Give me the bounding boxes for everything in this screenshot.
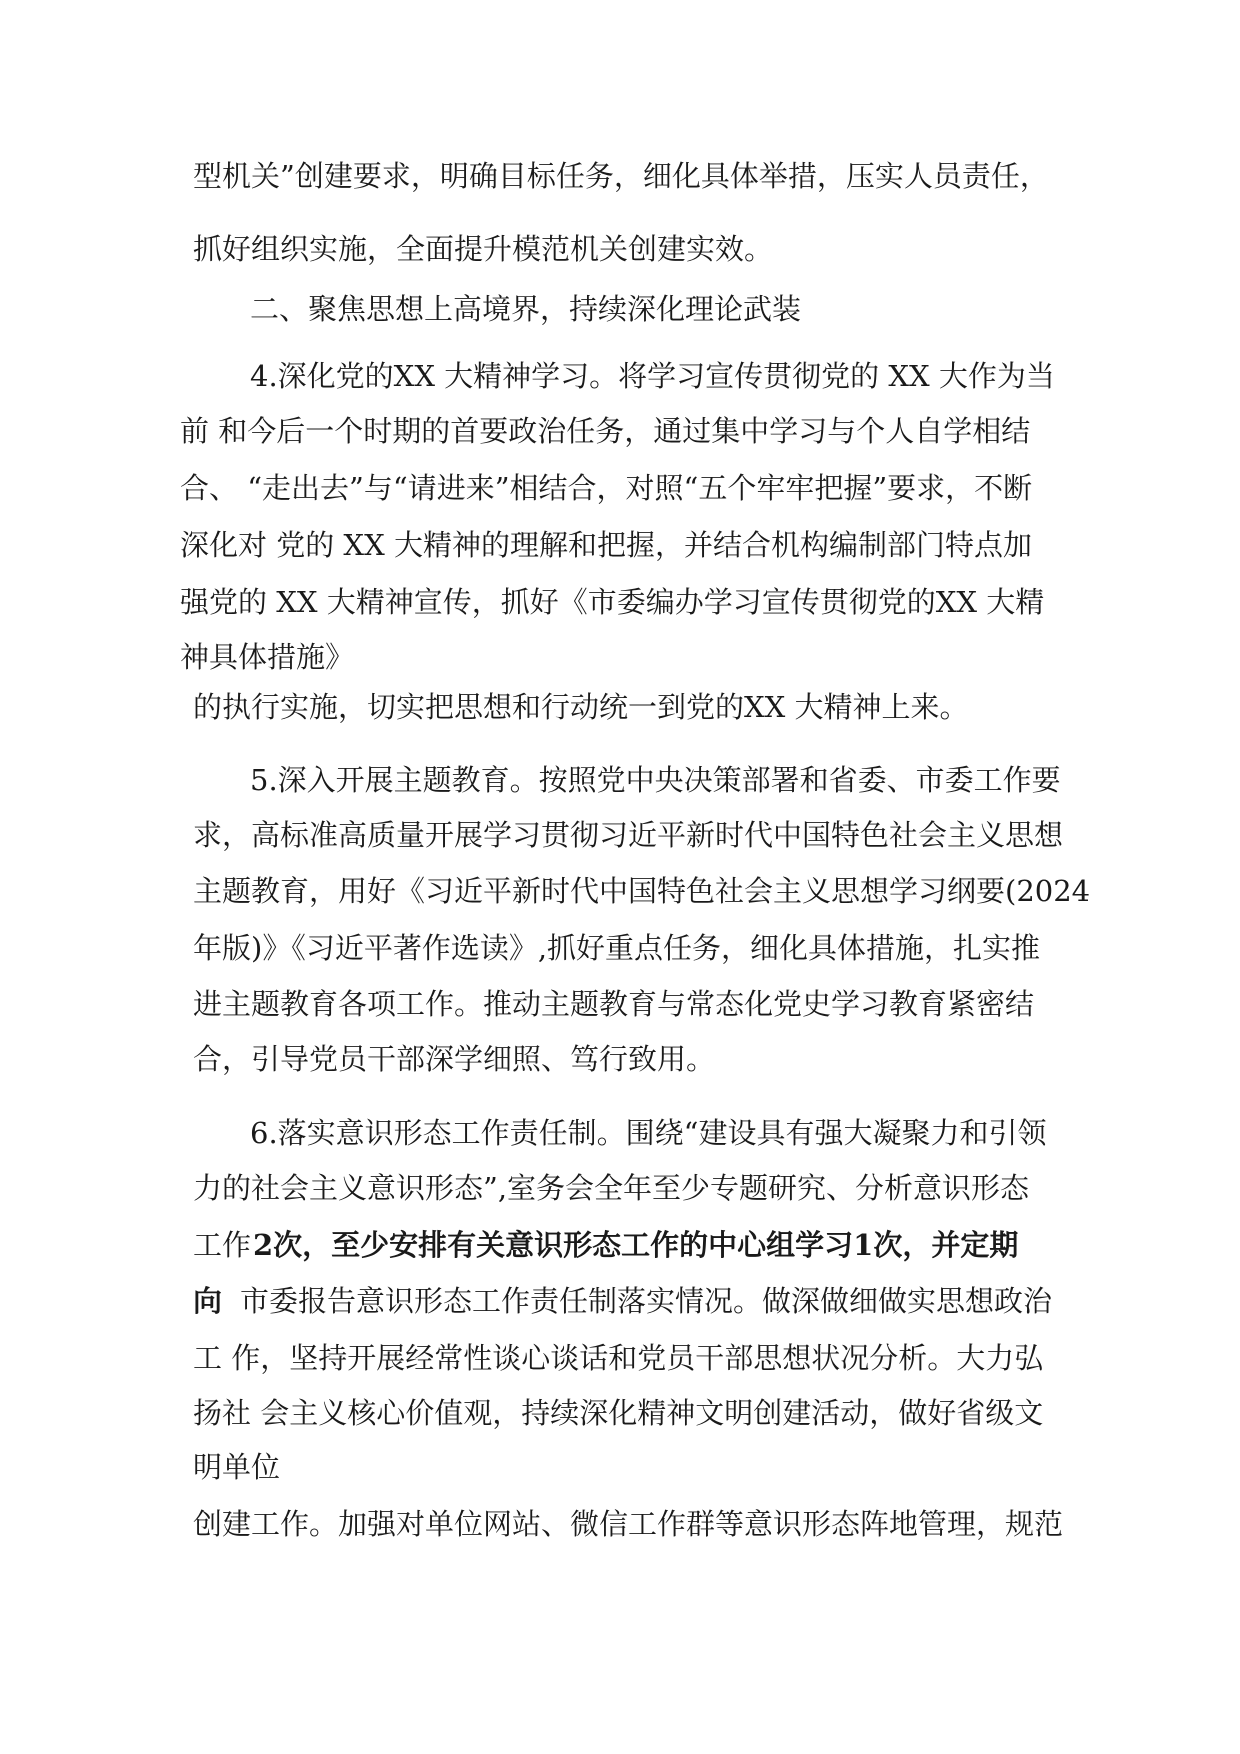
paragraph-line: 4.深化党的XX 大精神学习。将学习宣传贯彻党的 XX 大作为当	[250, 359, 1055, 393]
paragraph-line: 合、 “走出去”与“请进来”相结合，对照“五个牢牢把握”要求，不断	[180, 471, 1033, 505]
paragraph-line: 5.深入开展主题教育。按照党中央决策部署和省委、市委工作要	[250, 763, 1061, 797]
paragraph-line: 扬社 会主义核心价值观，持续深化精神文明创建活动，做好省级文	[193, 1396, 1044, 1430]
section-heading: 二、聚焦思想上高境界，持续深化理论武装	[250, 292, 802, 326]
paragraph-line: 明单位	[193, 1450, 281, 1484]
paragraph-line: 抓好组织实施，全面提升模范机关创建实效。	[193, 232, 774, 266]
paragraph-line: 创建工作。加强对单位网站、微信工作群等意识形态阵地管理，规范	[193, 1507, 1064, 1541]
paragraph-line: 工 作，坚持开展经常性谈心谈话和党员干部思想状况分析。大力弘	[193, 1341, 1044, 1375]
paragraph-line: 进主题教育各项工作。推动主题教育与常态化党史学习教育紧密结	[193, 987, 1035, 1021]
paragraph-line: 强党的 XX 大精神宣传，抓好《市委编办学习宣传贯彻党的XX 大精	[180, 585, 1045, 619]
paragraph-line: 主题教育，用好《习近平新时代中国特色社会主义思想学习纲要(2024	[193, 874, 1091, 908]
paragraph-line: 求，高标准高质量开展学习贯彻习近平新时代中国特色社会主义思想	[193, 818, 1064, 852]
paragraph-line: 合，引导党员干部深学细照、笃行致用。	[193, 1042, 716, 1076]
paragraph-line: 神具体措施》	[180, 640, 355, 674]
paragraph-line: 年版)》《习近平著作选读》,抓好重点任务，细化具体措施，扎实推	[193, 931, 1041, 965]
paragraph-line: 的执行实施，切实把思想和行动统一到党的XX 大精神上来。	[193, 690, 969, 724]
paragraph-line: 力的社会主义意识形态”,室务会全年至少专题研究、分析意识形态	[193, 1171, 1030, 1205]
paragraph-line: 6.落实意识形态工作责任制。围绕“建设具有强大凝聚力和引领	[250, 1116, 1047, 1150]
paragraph-line: 前 和今后一个时期的首要政治任务，通过集中学习与个人自学相结	[180, 414, 1031, 448]
paragraph-line-bold: 2次，至少安排有关意识形态工作的中心组学习1次，并定期	[253, 1228, 1019, 1262]
paragraph-line-bold: 向	[193, 1284, 223, 1318]
paragraph-line: 深化对 党的 XX 大精神的理解和把握，并结合机构编制部门特点加	[180, 528, 1032, 562]
paragraph-line: 工作	[193, 1228, 252, 1262]
paragraph-line: 型机关”创建要求，明确目标任务，细化具体举措，压实人员责任，	[193, 159, 1049, 193]
paragraph-line: 市委报告意识形态工作责任制落实情况。做深做细做实思想政治	[240, 1284, 1053, 1318]
